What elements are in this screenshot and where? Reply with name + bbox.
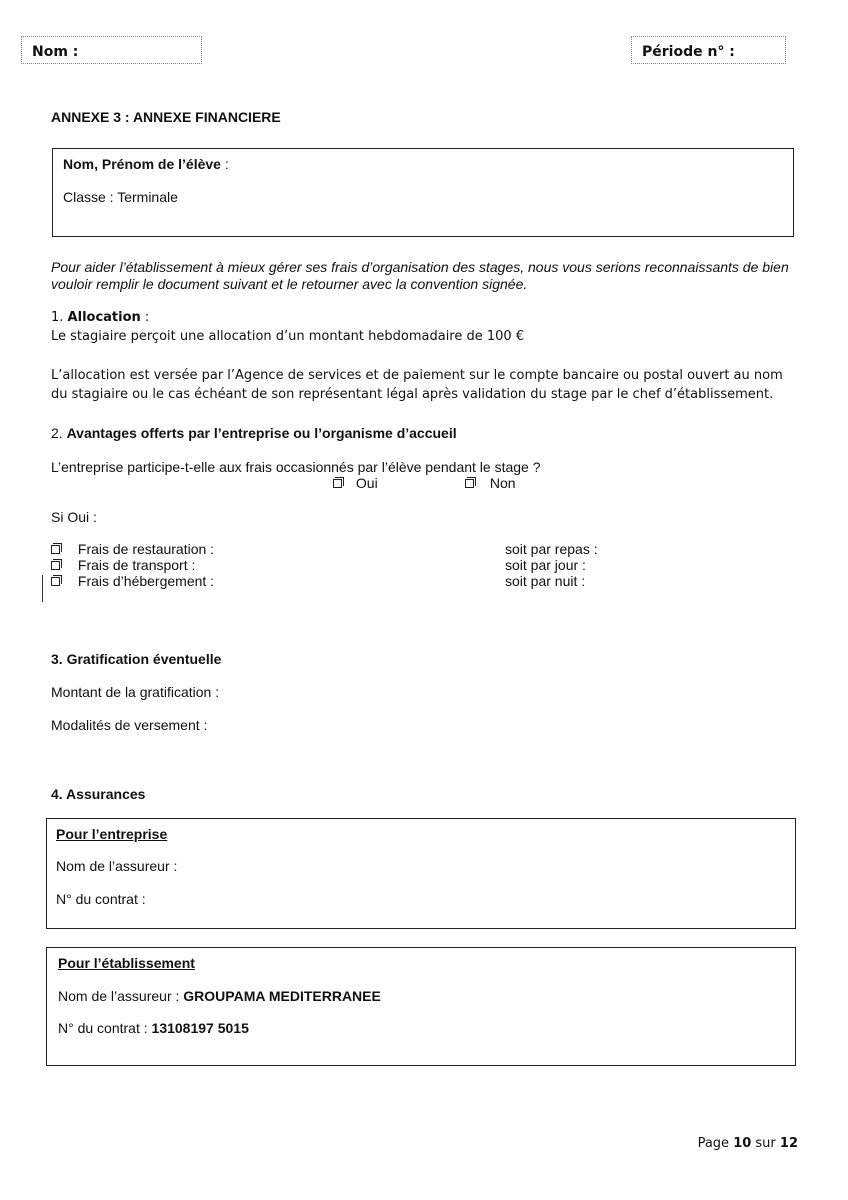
student-name-label: Nom, Prénom de l’élève <box>63 156 221 172</box>
fee-item-unit: soit par repas : <box>505 541 598 557</box>
advantages-question: L’entreprise participe-t-elle aux frais occasionnés par l’élève pendant le stage ? <box>51 459 541 475</box>
page-mid: sur <box>751 1136 780 1151</box>
checkbox-icon[interactable] <box>51 577 60 586</box>
annex-title: ANNEXE 3 : ANNEXE FINANCIERE <box>51 109 281 125</box>
allocation-colon: : <box>140 310 150 325</box>
advantages-number: 2. <box>51 425 67 441</box>
allocation-payment: L’allocation est versée par l’Agence de services et de paiement sur le compte bancaire ou postal ouvert au nom du stagiaire ou le cas échéant de son représentant légal après validation du stage par le chef d’établissement. <box>51 368 783 402</box>
page-number <box>698 1134 798 1153</box>
option-no[interactable] <box>465 475 516 491</box>
school-insurance-box <box>46 947 796 1066</box>
fee-item-label: Frais d’hébergement : <box>77 573 215 589</box>
gratification-heading: 3. Gratification éventuelle <box>51 651 222 667</box>
option-yes[interactable] <box>333 475 378 491</box>
fee-item[interactable] <box>51 573 214 589</box>
allocation-heading <box>51 308 149 327</box>
student-name-label: Nom : <box>32 44 79 60</box>
school-insurer-label: Nom de l’assureur : <box>58 988 184 1004</box>
period-field[interactable] <box>631 36 786 64</box>
fee-item-unit: soit par nuit : <box>505 573 586 589</box>
allocation-title: Allocation <box>67 310 141 325</box>
gratification-amount: Montant de la gratification : <box>51 684 220 700</box>
fee-item-label: Frais de transport : <box>77 557 196 573</box>
advantages-heading <box>51 425 457 441</box>
intro-paragraph: Pour aider l’établissement à mieux gérer ses frais d’organisation des stages, nous vous serions reconnaissants de bien vouloir remplir le document suivant et le retourner avec la convention signée. <box>51 259 789 292</box>
class-line: Classe : Terminale <box>63 189 178 205</box>
allocation-number: 1. <box>51 310 68 325</box>
page-prefix: Page <box>697 1136 734 1151</box>
checkbox-icon[interactable] <box>465 479 474 488</box>
if-yes-label: Si Oui : <box>51 509 97 525</box>
school-insurer-value: GROUPAMA MEDITERRANEE <box>183 988 381 1004</box>
gratification-terms: Modalités de versement : <box>51 717 208 733</box>
margin-mark <box>42 575 43 602</box>
insurance-heading: 4. Assurances <box>51 786 146 802</box>
checkbox-icon[interactable] <box>333 479 342 488</box>
school-contract-line <box>58 1020 249 1036</box>
allocation-amount: Le stagiaire perçoit une allocation d’un montant hebdomadaire de 100 € <box>51 329 525 344</box>
checkbox-icon[interactable] <box>51 561 60 570</box>
company-insurance-heading: Pour l’entreprise <box>56 826 168 842</box>
fee-item-unit: soit par jour : <box>505 557 586 573</box>
fee-item-label: Frais de restauration : <box>77 541 215 557</box>
fee-item[interactable] <box>51 557 195 573</box>
student-name-colon: : <box>220 156 229 172</box>
school-contract-value: 13108197 5015 <box>151 1020 249 1036</box>
advantages-title: Avantages offerts par l’entreprise ou l’organisme d’accueil <box>66 425 457 441</box>
student-name-line <box>63 156 229 172</box>
student-info-box <box>52 148 794 237</box>
company-contract-label: N° du contrat : <box>56 891 146 907</box>
fee-item[interactable] <box>51 541 214 557</box>
page-current: 10 <box>733 1136 752 1151</box>
student-name-field[interactable] <box>21 36 202 64</box>
school-insurance-heading: Pour l’établissement <box>58 955 195 971</box>
company-insurance-box <box>46 818 796 929</box>
school-insurer-line <box>58 988 381 1004</box>
page-total: 12 <box>779 1136 798 1151</box>
school-contract-label: N° du contrat : <box>58 1020 152 1036</box>
period-label: Période n° : <box>642 44 735 60</box>
checkbox-icon[interactable] <box>51 545 60 554</box>
company-insurer-label: Nom de l’assureur : <box>56 858 178 874</box>
option-no-label: Non <box>489 475 516 491</box>
option-yes-label: Oui <box>355 475 378 491</box>
